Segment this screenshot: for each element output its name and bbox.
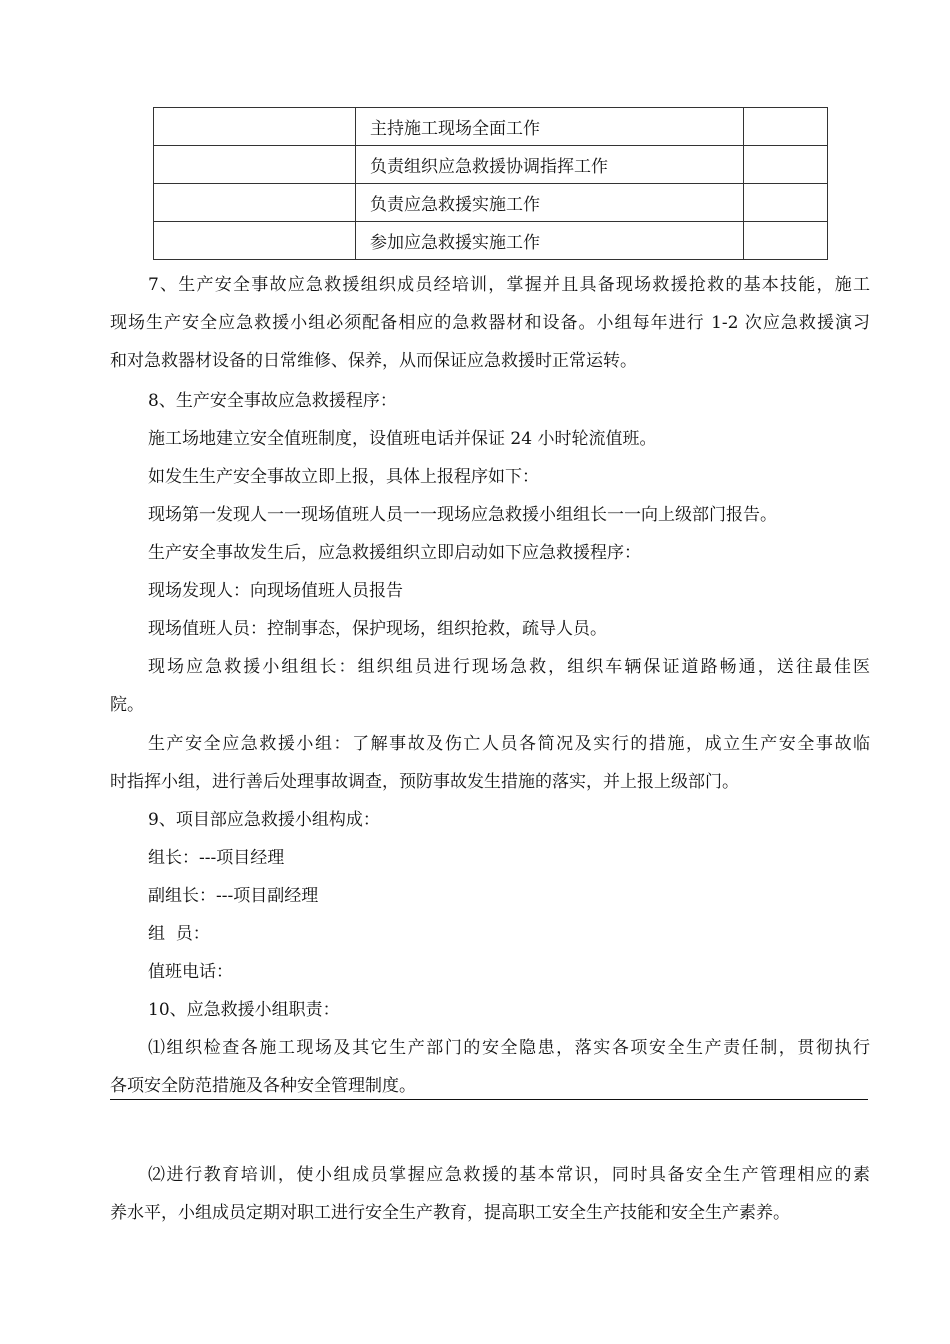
table-row — [154, 108, 828, 146]
section-8-heading: 8、生产安全事故应急救援程序： — [148, 391, 397, 411]
group-paragraph — [110, 725, 870, 801]
text-line: 现场生产安全应急救援小组必须配备相应的急救器材和设备。小组每年进行 1-2 次应急救援演习 — [110, 313, 870, 333]
section-10-heading: 10、应急救援小组职责： — [148, 1000, 340, 1020]
leader-text: 组长：---项目经理 — [148, 848, 285, 868]
page-divider — [110, 1099, 868, 1100]
text-line: 7、生产安全事故应急救援组织成员经培训，掌握并且具备现场救援抢救的基本技能，施工 — [148, 275, 870, 295]
role-cell — [154, 222, 356, 260]
duty-cell: 负责组织应急救援协调指挥工作 — [356, 146, 744, 184]
duty-item-2 — [110, 1156, 870, 1232]
members-text: 组 员： — [148, 924, 210, 944]
role-cell — [154, 108, 356, 146]
table-row — [154, 222, 828, 260]
note-cell — [744, 184, 828, 222]
text-line: 生产安全应急救援小组：了解事故及伤亡人员各简况及实行的措施，成立生产安全事故临 — [148, 734, 870, 754]
duty-system-text: 施工场地建立安全值班制度，设值班电话并保证 24 小时轮流值班。 — [148, 429, 657, 449]
procedure-intro-text: 生产安全事故发生后，应急救援组织立即启动如下应急救援程序： — [148, 543, 641, 563]
role-cell — [154, 146, 356, 184]
note-cell — [744, 108, 828, 146]
section-9-heading: 9、项目部应急救援小组构成： — [148, 810, 380, 830]
role-cell — [154, 184, 356, 222]
text-line: 院。 — [110, 695, 144, 715]
section-7-paragraph — [110, 266, 870, 380]
report-chain-text: 现场第一发现人一一现场值班人员一一现场应急救援小组组长一一向上级部门报告。 — [148, 505, 777, 525]
text-line: 和对急救器材设备的日常维修、保养，从而保证应急救援时正常运转。 — [110, 351, 637, 371]
duty-cell: 主持施工现场全面工作 — [356, 108, 744, 146]
text-line: 各项安全防范措施及各种安全管理制度。 — [110, 1076, 416, 1096]
note-cell — [744, 222, 828, 260]
table-row — [154, 184, 828, 222]
duty-cell: 参加应急救援实施工作 — [356, 222, 744, 260]
text-line: 时指挥小组，进行善后处理事故调查，预防事故发生措施的落实，并上报上级部门。 — [110, 772, 739, 792]
duty-cell: 负责应急救援实施工作 — [356, 184, 744, 222]
deputy-text: 副组长：---项目副经理 — [148, 886, 319, 906]
text-line: 养水平，小组成员定期对职工进行安全生产教育，提高职工安全生产技能和安全生产素养。 — [110, 1203, 790, 1223]
table-row — [154, 146, 828, 184]
text-line: ⑴组织检查各施工现场及其它生产部门的安全隐患，落实各项安全生产责任制，贯彻执行 — [148, 1038, 870, 1058]
phone-text: 值班电话： — [148, 962, 233, 982]
duty-table — [153, 107, 828, 260]
note-cell — [744, 146, 828, 184]
duty-staff-text: 现场值班人员：控制事态，保护现场，组织抢救，疏导人员。 — [148, 619, 607, 639]
text-line: 现场应急救援小组组长：组织组员进行现场急救，组织车辆保证道路畅通，送往最佳医 — [148, 657, 870, 677]
text-line: ⑵进行教育培训，使小组成员掌握应急救援的基本常识，同时具备安全生产管理相应的素 — [148, 1165, 870, 1185]
leader-paragraph — [110, 648, 870, 724]
duty-item-1 — [110, 1029, 870, 1105]
finder-text: 现场发现人：向现场值班人员报告 — [148, 581, 403, 601]
report-intro-text: 如发生生产安全事故立即上报，具体上报程序如下： — [148, 467, 539, 487]
